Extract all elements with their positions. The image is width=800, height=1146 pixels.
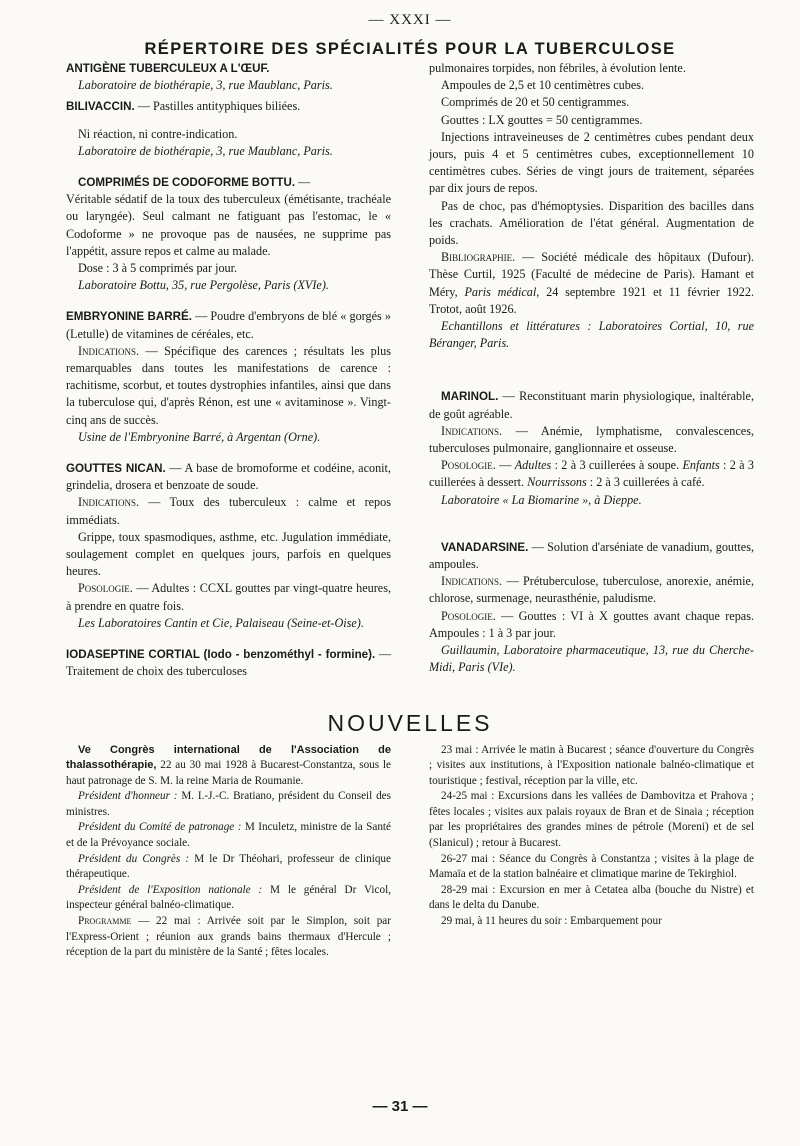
programme-day: 29 mai, à 11 heures du soir : Embarquement pour xyxy=(441,915,662,928)
indications-text: — Toux des tuberculeux : calme et repos immédiats. xyxy=(66,495,391,527)
posologie-text: — Adultes : CCXL gouttes par vingt-quatre heures, à prendre en quatre fois. xyxy=(66,581,391,613)
entry-lab: Laboratoire de biothérapie, 3, rue Maublanc, Paris. xyxy=(78,143,333,158)
entry-lab: Les Laboratoires Cantin et Cie, Palaiseau (Seine-et-Oise). xyxy=(78,615,364,630)
indications-text: — Prétuberculose, tuberculose, anorexie, anémie, chlorose, surmenage, neurasthénie, paludisme. xyxy=(429,574,754,606)
entry-text: — Pastilles antityphiques biliées. xyxy=(134,99,301,114)
entry-marinol xyxy=(429,388,754,508)
posologie-enfants: Enfants xyxy=(682,458,720,473)
page-number: — 31 — xyxy=(372,1098,428,1115)
entry-text: — Poudre d'embryons de blé « gorgés » (Letulle) de vitamines de céréales, etc. xyxy=(66,309,391,341)
gouttes-line: Gouttes : LX gouttes = 50 centigrammes. xyxy=(441,112,643,127)
congres-text: 22 au 30 mai 1928 à Bucarest-Constantza, sous le haut patronage de S. M. la reine Maria de Roumanie. xyxy=(66,759,391,787)
entry-text: — Reconstituant marin physiologique, inaltérable, de goût agréable. xyxy=(429,389,754,421)
indications-label: Indications. xyxy=(441,423,503,438)
indications-label: Indications. xyxy=(441,574,503,589)
bibliographie-dates: , 24 septembre 1921 et 11 février 1922. Trotot, août 1926. xyxy=(429,284,754,316)
president-text: M le Dr Théohari, professeur de clinique thérapeutique. xyxy=(66,852,391,881)
entry-dose: Dose : 3 à 5 comprimés par jour. xyxy=(78,261,238,276)
president-text: M. I.-J.-C. Bratiano, président du Conseil des ministres. xyxy=(66,790,391,818)
repertoire-columns xyxy=(66,60,754,695)
entry-nican xyxy=(66,460,391,632)
entry-note: Ni réaction, ni contre-indication. xyxy=(78,126,238,141)
choc-paragraph: Pas de choc, pas d'hémoptysies. Disparition des bacilles dans les crachats. Amélioration de l'état général. Augmentation de poids. xyxy=(429,198,754,248)
news-columns xyxy=(66,743,754,961)
entry-dash: — xyxy=(295,175,311,190)
programme-text: — 22 mai : Arrivée soit par le Simplon, soit par l'Express-Orient ; réunion aux grands bains thermaux d'Hercule ; réception de la part du ministère de la Santé ; fêtes locales. xyxy=(66,915,391,959)
entry-embryonine xyxy=(66,308,391,446)
news-title: NOUVELLES xyxy=(327,709,493,736)
entry-title: GOUTTES NICAN. xyxy=(66,462,166,476)
entry-title: COMPRIMÉS DE CODOFORME BOTTU. xyxy=(78,176,296,190)
entry-grippe: Grippe, toux spasmodiques, asthme, etc. Jugulation immédiate, soulagement complet en quelques jours, parfois en quelques heures. xyxy=(66,529,391,579)
president-label: Président d'honneur : xyxy=(78,790,178,803)
left-column xyxy=(66,60,391,695)
entry-text: — Solution d'arséniate de vanadium, gouttes, ampoules. xyxy=(429,539,754,572)
entry-text: — A base de bromoforme et codéine, aconit, grindelia, drosera et benzoate de soude. xyxy=(66,461,391,493)
entry-iodaseptine xyxy=(66,646,391,680)
indications-label: Indications. xyxy=(78,495,140,510)
ampoules-line: Ampoules de 2,5 et 10 centimètres cubes. xyxy=(441,78,645,93)
posologie-text: : 2 à 3 cuillerées à soupe. xyxy=(551,458,683,473)
programme-label: Programme xyxy=(78,915,132,928)
injections-paragraph: Injections intraveineuses de 2 centimètres cubes pendant deux jours, puis 4 et 5 centimètres cubes, exceptionnellement 10 centimètres cubes. Séries de vingt jours de traitement, séparées par dix jours de repos. xyxy=(429,129,754,196)
entry-title: EMBRYONINE BARRÉ. xyxy=(66,310,192,324)
entry-text: Véritable sédatif de la toux des tuberculeux (émétisante, trachéale ou laryngée). Seul calmant ne fatiguant pas l'estomac, le « Codoforme » ne provoque pas de nausées, ne supprime pas l'appétit, assure repos et calme au malade. xyxy=(66,192,391,258)
bibliographie-label: Bibliographie. xyxy=(441,250,516,265)
page-title: RÉPERTOIRE DES SPÉCIALITÉS POUR LA TUBERCULOSE xyxy=(144,40,676,58)
posologie-text: — Gouttes : VI à X gouttes avant chaque repas. Ampoules : 1 à 3 par jour. xyxy=(429,608,754,640)
news-left-column xyxy=(66,743,391,961)
president-label: Président du Congrès : xyxy=(78,852,190,865)
indications-label: Indications. xyxy=(78,343,140,358)
posologie-text: — xyxy=(495,458,515,473)
president-label: Président de l'Exposition nationale : xyxy=(78,883,263,896)
entry-lab: Guillaumin, Laboratoire pharmaceutique, 13, rue du Cherche-Midi, Paris (VIe). xyxy=(429,643,754,675)
posologie-text: : 2 à 3 cuillerées à dessert. xyxy=(429,458,755,490)
programme-day: 26-27 mai : Séance du Congrès à Constantza ; visites à la plage de Mamaïa et de la station balnéaire et climatique marine de Tekirghiol. xyxy=(429,852,754,881)
entry-title: MARINOL. xyxy=(441,390,499,404)
echantillons-line: Echantillons et littératures : Laboratoires Cortial, 10, rue Béranger, Paris. xyxy=(429,319,754,351)
entry-bilivaccin xyxy=(66,98,391,160)
programme-day: 23 mai : Arrivée le matin à Bucarest ; séance d'ouverture du Congrès ; visites aux institutions, à l'Exposition nationale balnéo-climatique et touristique ; festival, réception par la ville, etc. xyxy=(429,743,754,787)
posologie-adultes: Adultes xyxy=(514,458,552,473)
programme-day: 24-25 mai : Excursions dans les vallées de Dambovitza et Prahova ; fêtes locales ; visites aux palais royaux de Bran et de Sinaia ; réception par les propriétaires des grandes mines de pétrole (Moreni) et de sel (Slanicul) ; retour à Bucarest. xyxy=(429,790,754,850)
bibliographie-journal: Paris médical xyxy=(464,284,537,299)
right-column xyxy=(429,60,754,695)
entry-codoforme xyxy=(66,174,391,294)
entry-title: ANTIGÈNE TUBERCULEUX A L'ŒUF. xyxy=(66,62,270,75)
iodaseptine-continued: pulmonaires torpides, non fébriles, à évolution lente. xyxy=(429,61,686,75)
entry-lab: Laboratoire de biothérapie, 3, rue Maublanc, Paris. xyxy=(78,78,333,93)
entry-text: — Traitement de choix des tuberculoses xyxy=(66,647,392,679)
entry-antigene xyxy=(66,60,391,94)
roman-folio: — XXXI — xyxy=(368,12,452,28)
congres-name: Ve Congrès international de l'Association de thalassothérapie, xyxy=(66,743,391,772)
comprimes-line: Comprimés de 20 et 50 centigrammes. xyxy=(441,95,630,110)
bibliographie-text: — Société médicale des hôpitaux (Dufour). Thèse Curtil, 1925 (Faculté de médecine de Paris). Hamant et Méry, xyxy=(429,250,754,299)
posologie-text: : 2 à 3 cuillerées à café. xyxy=(586,475,705,490)
posologie-label: Posologie. xyxy=(441,458,496,473)
entry-title: IODASEPTINE CORTIAL (Iodo - benzométhyl - formine). xyxy=(66,648,376,662)
news-right-column xyxy=(429,743,754,961)
indications-text: — Anémie, lymphatisme, convalescences, tuberculoses pulmonaire, ganglionnaire et osseuse. xyxy=(429,423,754,456)
entry-lab: Usine de l'Embryonine Barré, à Argentan (Orne). xyxy=(78,429,321,444)
entry-vanadarsine xyxy=(429,539,754,677)
entry-lab: Laboratoire « La Biomarine », à Dieppe. xyxy=(441,492,642,507)
indications-text: — Spécifique des carences ; résultats les plus remarquables dans toutes les manifestations de carence : rachitisme, scorbut, et toutes dystrophies infantiles, ainsi que dans la tuberculose qui, d'après Rénon, est une « avitaminose ». Vingt-cinq ans de succès. xyxy=(66,343,391,427)
posologie-label: Posologie. xyxy=(441,608,496,623)
programme-day: 28-29 mai : Excursion en mer à Cetatea alba (bouche du Nistre) et dans le delta du Danube. xyxy=(429,883,754,912)
posologie-nourrissons: Nourrissons xyxy=(527,475,587,490)
entry-lab: Laboratoire Bottu, 35, rue Pergolèse, Paris (XVIe). xyxy=(78,278,329,293)
president-text: M Inculetz, ministre de la Santé et de la Prévoyance sociale. xyxy=(66,821,391,850)
posologie-label: Posologie. xyxy=(78,581,133,596)
president-label: Président du Comité de patronage : xyxy=(78,821,242,834)
entry-title: BILIVACCIN. xyxy=(66,100,135,114)
entry-title: VANADARSINE. xyxy=(441,540,529,554)
president-text: M le général Dr Vicol, inspecteur général balnéo-climatique. xyxy=(66,883,391,912)
